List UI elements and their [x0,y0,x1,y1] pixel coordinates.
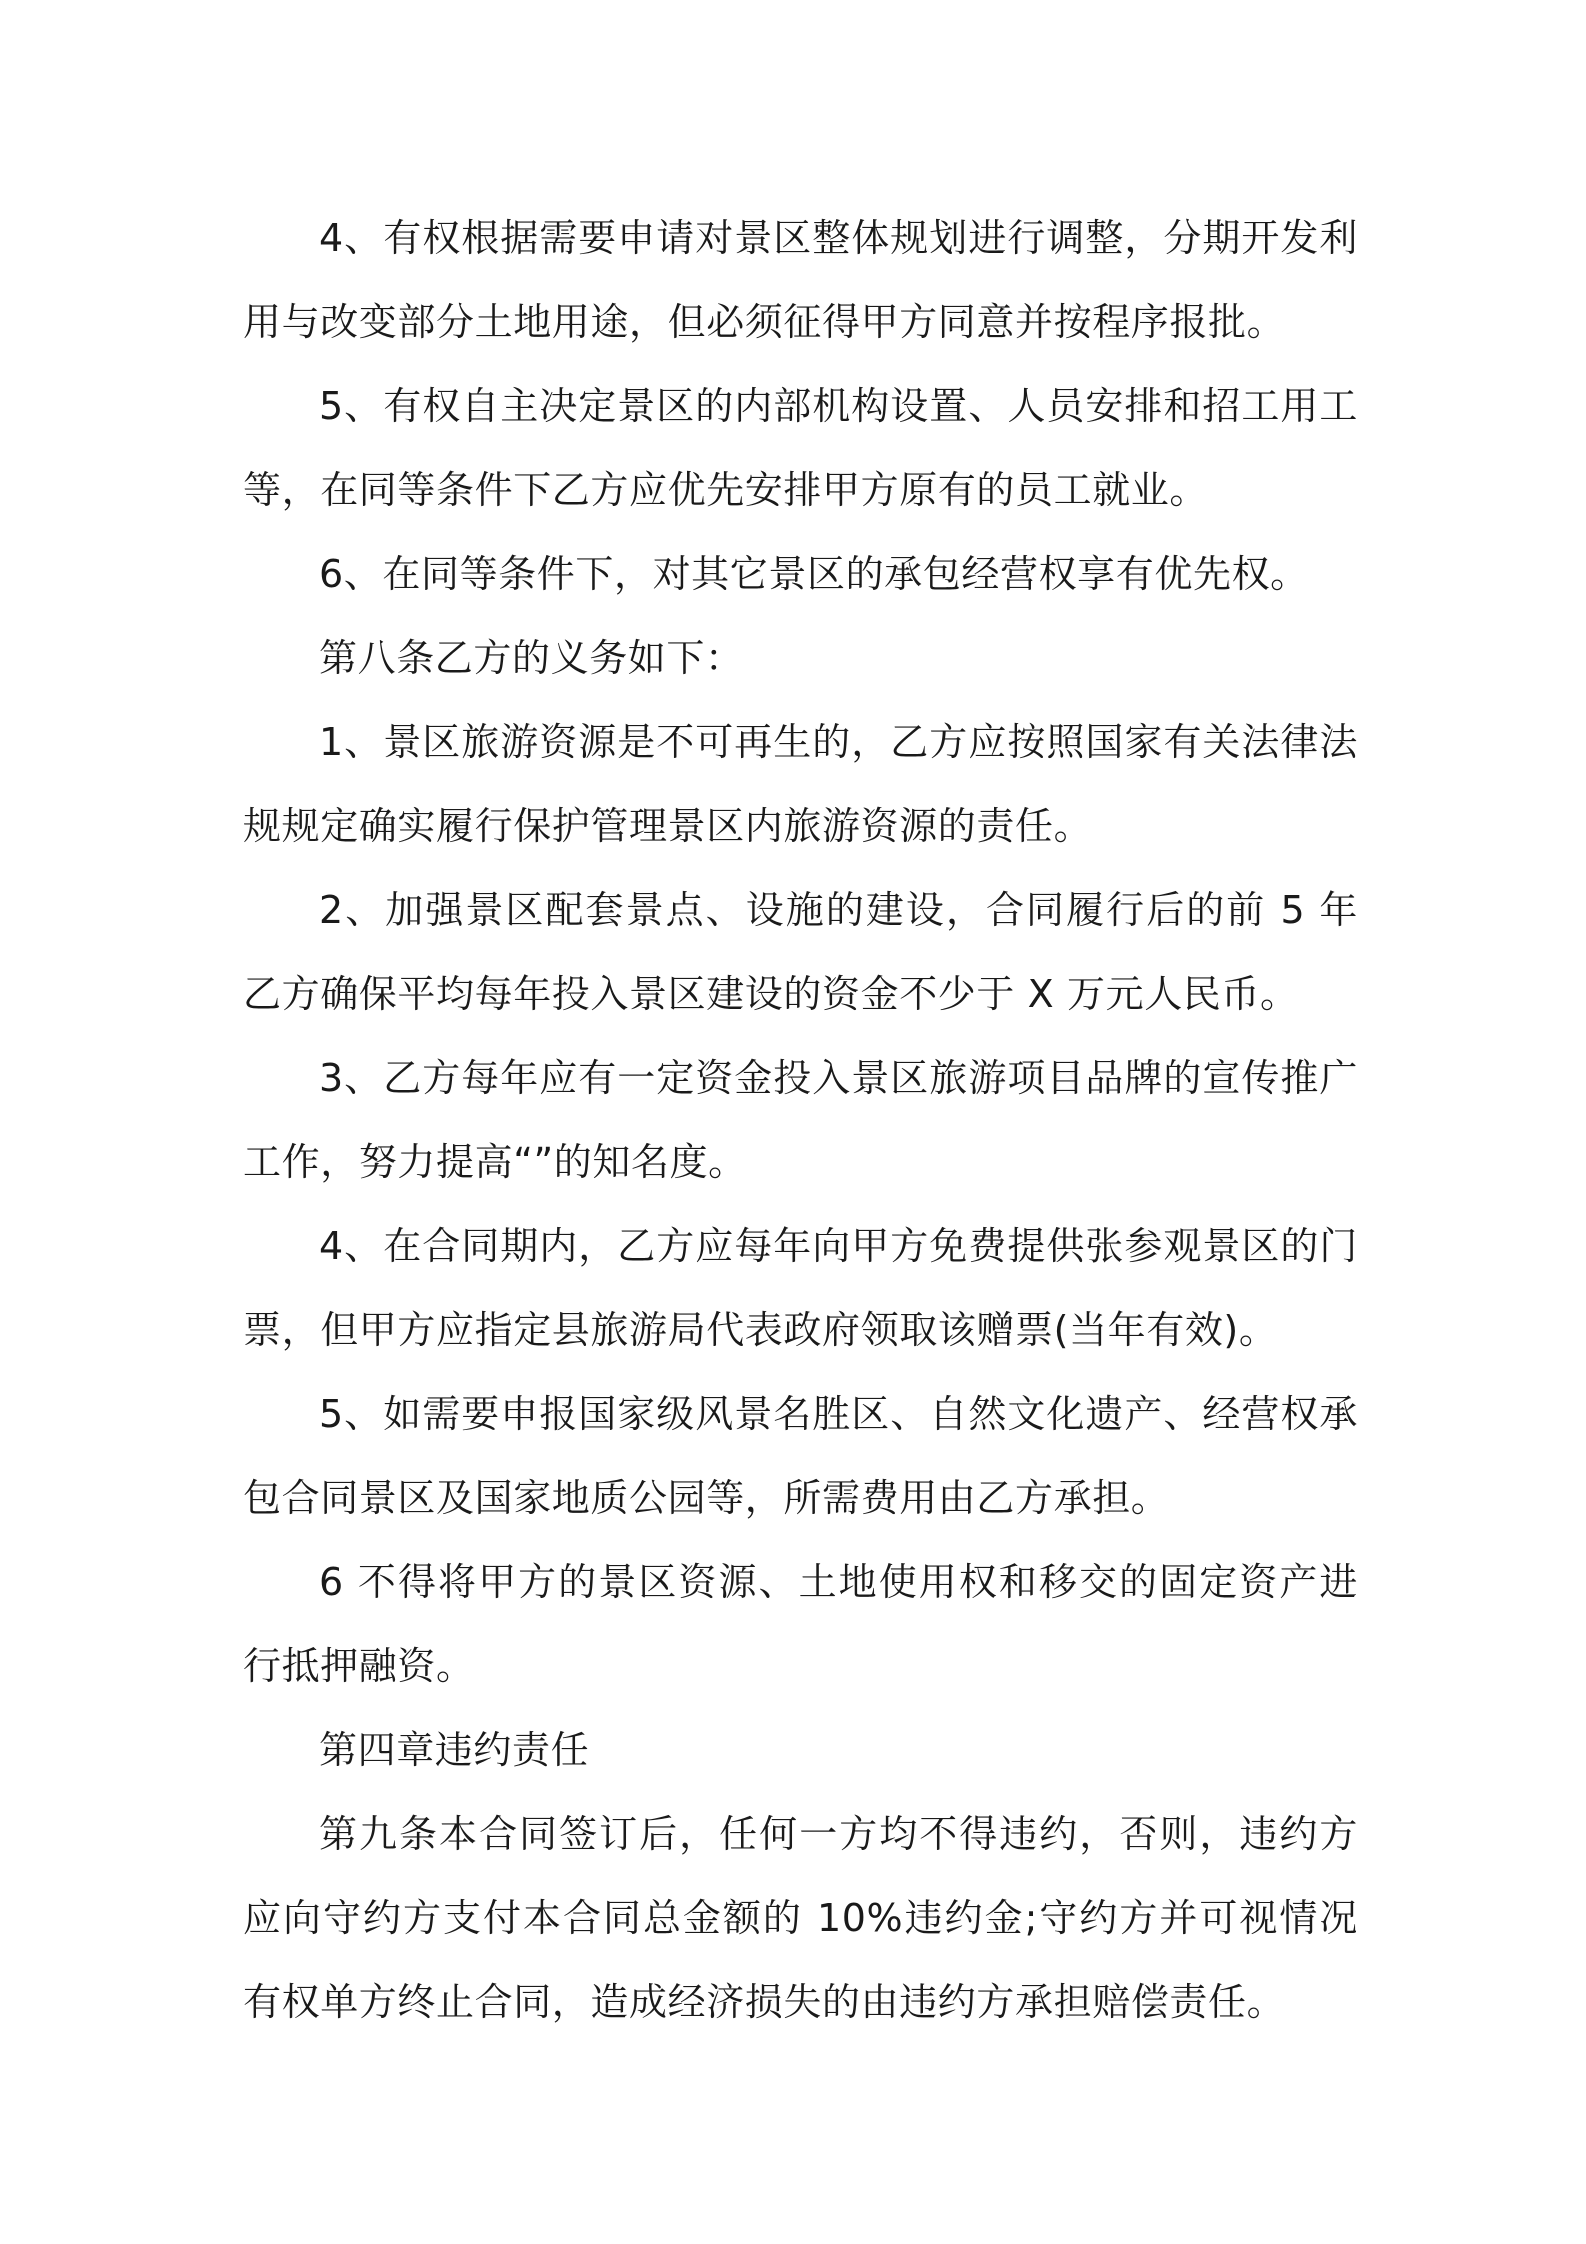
paragraph-right-6: 6、在同等条件下，对其它景区的承包经营权享有优先权。 [319,552,1309,596]
chapter-4-heading: 第四章违约责任 [319,1728,590,1772]
paragraph-right-5: 5、有权自主决定景区的内部机构设置、人员安排和招工用工等，在同等条件下乙方应优先安排甲方原有的员工就业。 [243,384,1358,512]
paragraph-right-4: 4、有权根据需要申请对景区整体规划进行调整，分期开发利用与改变部分土地用途，但必须征得甲方同意并按程序报批。 [243,216,1358,344]
paragraph-duty-2: 2、加强景区配套景点、设施的建设，合同履行后的前 5 年乙方确保平均每年投入景区建设的资金不少于 X 万元人民币。 [243,888,1358,1016]
paragraph-duty-3: 3、乙方每年应有一定资金投入景区旅游项目品牌的宣传推广工作，努力提高“”的知名度。 [243,1056,1358,1184]
paragraph-duty-5: 5、如需要申报国家级风景名胜区、自然文化遗产、经营权承包合同景区及国家地质公园等，所需费用由乙方承担。 [243,1392,1358,1520]
paragraph-duty-6: 6 不得将甲方的景区资源、土地使用权和移交的固定资产进行抵押融资。 [243,1560,1358,1688]
paragraph-duty-1: 1、景区旅游资源是不可再生的，乙方应按照国家有关法律法规规定确实履行保护管理景区内旅游资源的责任。 [243,720,1358,848]
article-9-paragraph: 第九条本合同签订后，任何一方均不得违约，否则，违约方应向守约方支付本合同总金额的 10%违约金;守约方并可视情况有权单方终止合同，造成经济损失的由违约方承担赔偿责任。 [243,1812,1358,2024]
article-8-heading: 第八条乙方的义务如下： [319,636,744,680]
document-body [243,196,1358,2044]
paragraph-duty-4: 4、在合同期内，乙方应每年向甲方免费提供张参观景区的门票，但甲方应指定县旅游局代表政府领取该赠票(当年有效)。 [243,1224,1358,1352]
